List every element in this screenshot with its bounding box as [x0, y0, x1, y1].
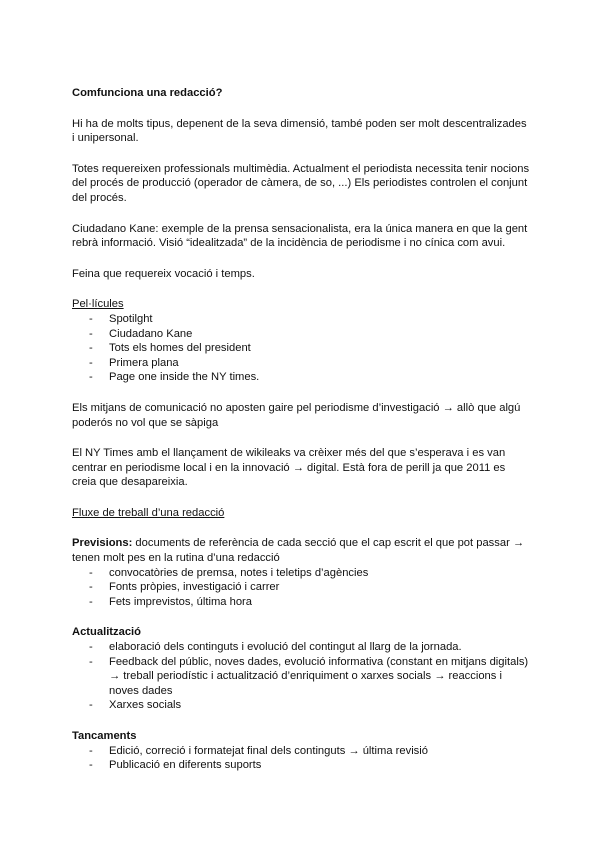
films-list	[72, 312, 532, 385]
paragraph-ny-times: El NY Times amb el llançament de wikileaks va crèixer més del que s’esperava i es van centrar en periodisme local i en la innovació → digital. Està fora de perill ja que 2011 es creia que desapareixia.	[72, 447, 506, 489]
list-item: - Fets imprevistos, última hora	[72, 595, 532, 610]
paragraph-vocation: Feina que requereix vocació i temps.	[72, 267, 255, 280]
list-item: - Ciudadano Kane	[72, 327, 532, 342]
list-item: - convocatòries de premsa, notes i teletips d’agències	[72, 566, 532, 581]
actualitzacio-heading: Actualització	[72, 626, 142, 639]
list-item: - Tots els homes del president	[72, 341, 532, 356]
previsions-text: documents de referència de cada secció que el cap escrit el que pot passar → tenen molt pes en la rutina d’una redacció	[72, 537, 525, 565]
list-item: - Primera plana	[72, 356, 532, 371]
list-item: - Xarxes socials	[72, 698, 532, 713]
tancaments-list	[72, 744, 532, 773]
paragraph-types: Hi ha de molts tipus, depenent de la seva dimensió, també poden ser molt descentralizades i unipersonal.	[72, 117, 527, 145]
list-item: - elaboració dels continguts i evolució del contingut al llarg de la jornada.	[72, 640, 532, 655]
list-item: - Fonts pròpies, investigació i carrer	[72, 580, 532, 595]
paragraph-multimedia: Totes requereixen professionals multimèdia. Actualment el periodista necessita tenir nocions del procés de producció (operador de càmera, de so, ...) Els periodistes controlen el conjunt del procés.	[72, 162, 530, 204]
list-item: - Edició, correció i formatejat final dels continguts → última revisió	[72, 744, 532, 759]
films-heading: Pel·lícules	[72, 298, 124, 311]
workflow-heading: Fluxe de treball d’una redacció	[72, 506, 225, 519]
list-item: - Publicació en diferents suports	[72, 758, 532, 773]
paragraph-ciudadano-kane: Ciudadano Kane: exemple de la prensa sensacionalista, era la única manera en que la gent rebrà informació. Visió “idealitzada” de la incidència de periodisme i no cínica com avui.	[72, 222, 528, 250]
list-item: - Spotilght	[72, 312, 532, 327]
previsions-paragraph	[72, 536, 532, 565]
tancaments-heading: Tancaments	[72, 730, 137, 742]
document-title: Comfunciona una redacció?	[72, 87, 223, 99]
previsions-label: Previsions:	[72, 537, 133, 550]
list-item: - Page one inside the NY times.	[72, 370, 532, 385]
document-body	[72, 86, 532, 773]
actualitzacio-list	[72, 640, 532, 713]
paragraph-investigation: Els mitjans de comunicació no aposten gaire pel periodisme d’investigació → allò que algú poderós no vol que se sàpiga	[72, 401, 521, 429]
list-item: - Feedback del públic, noves dades, evolució informativa (constant en mitjans digitals) → treball periodístic i actualització d’enriquiment o xarxes socials → reaccions i noves dades	[72, 655, 532, 699]
previsions-list	[72, 566, 532, 610]
